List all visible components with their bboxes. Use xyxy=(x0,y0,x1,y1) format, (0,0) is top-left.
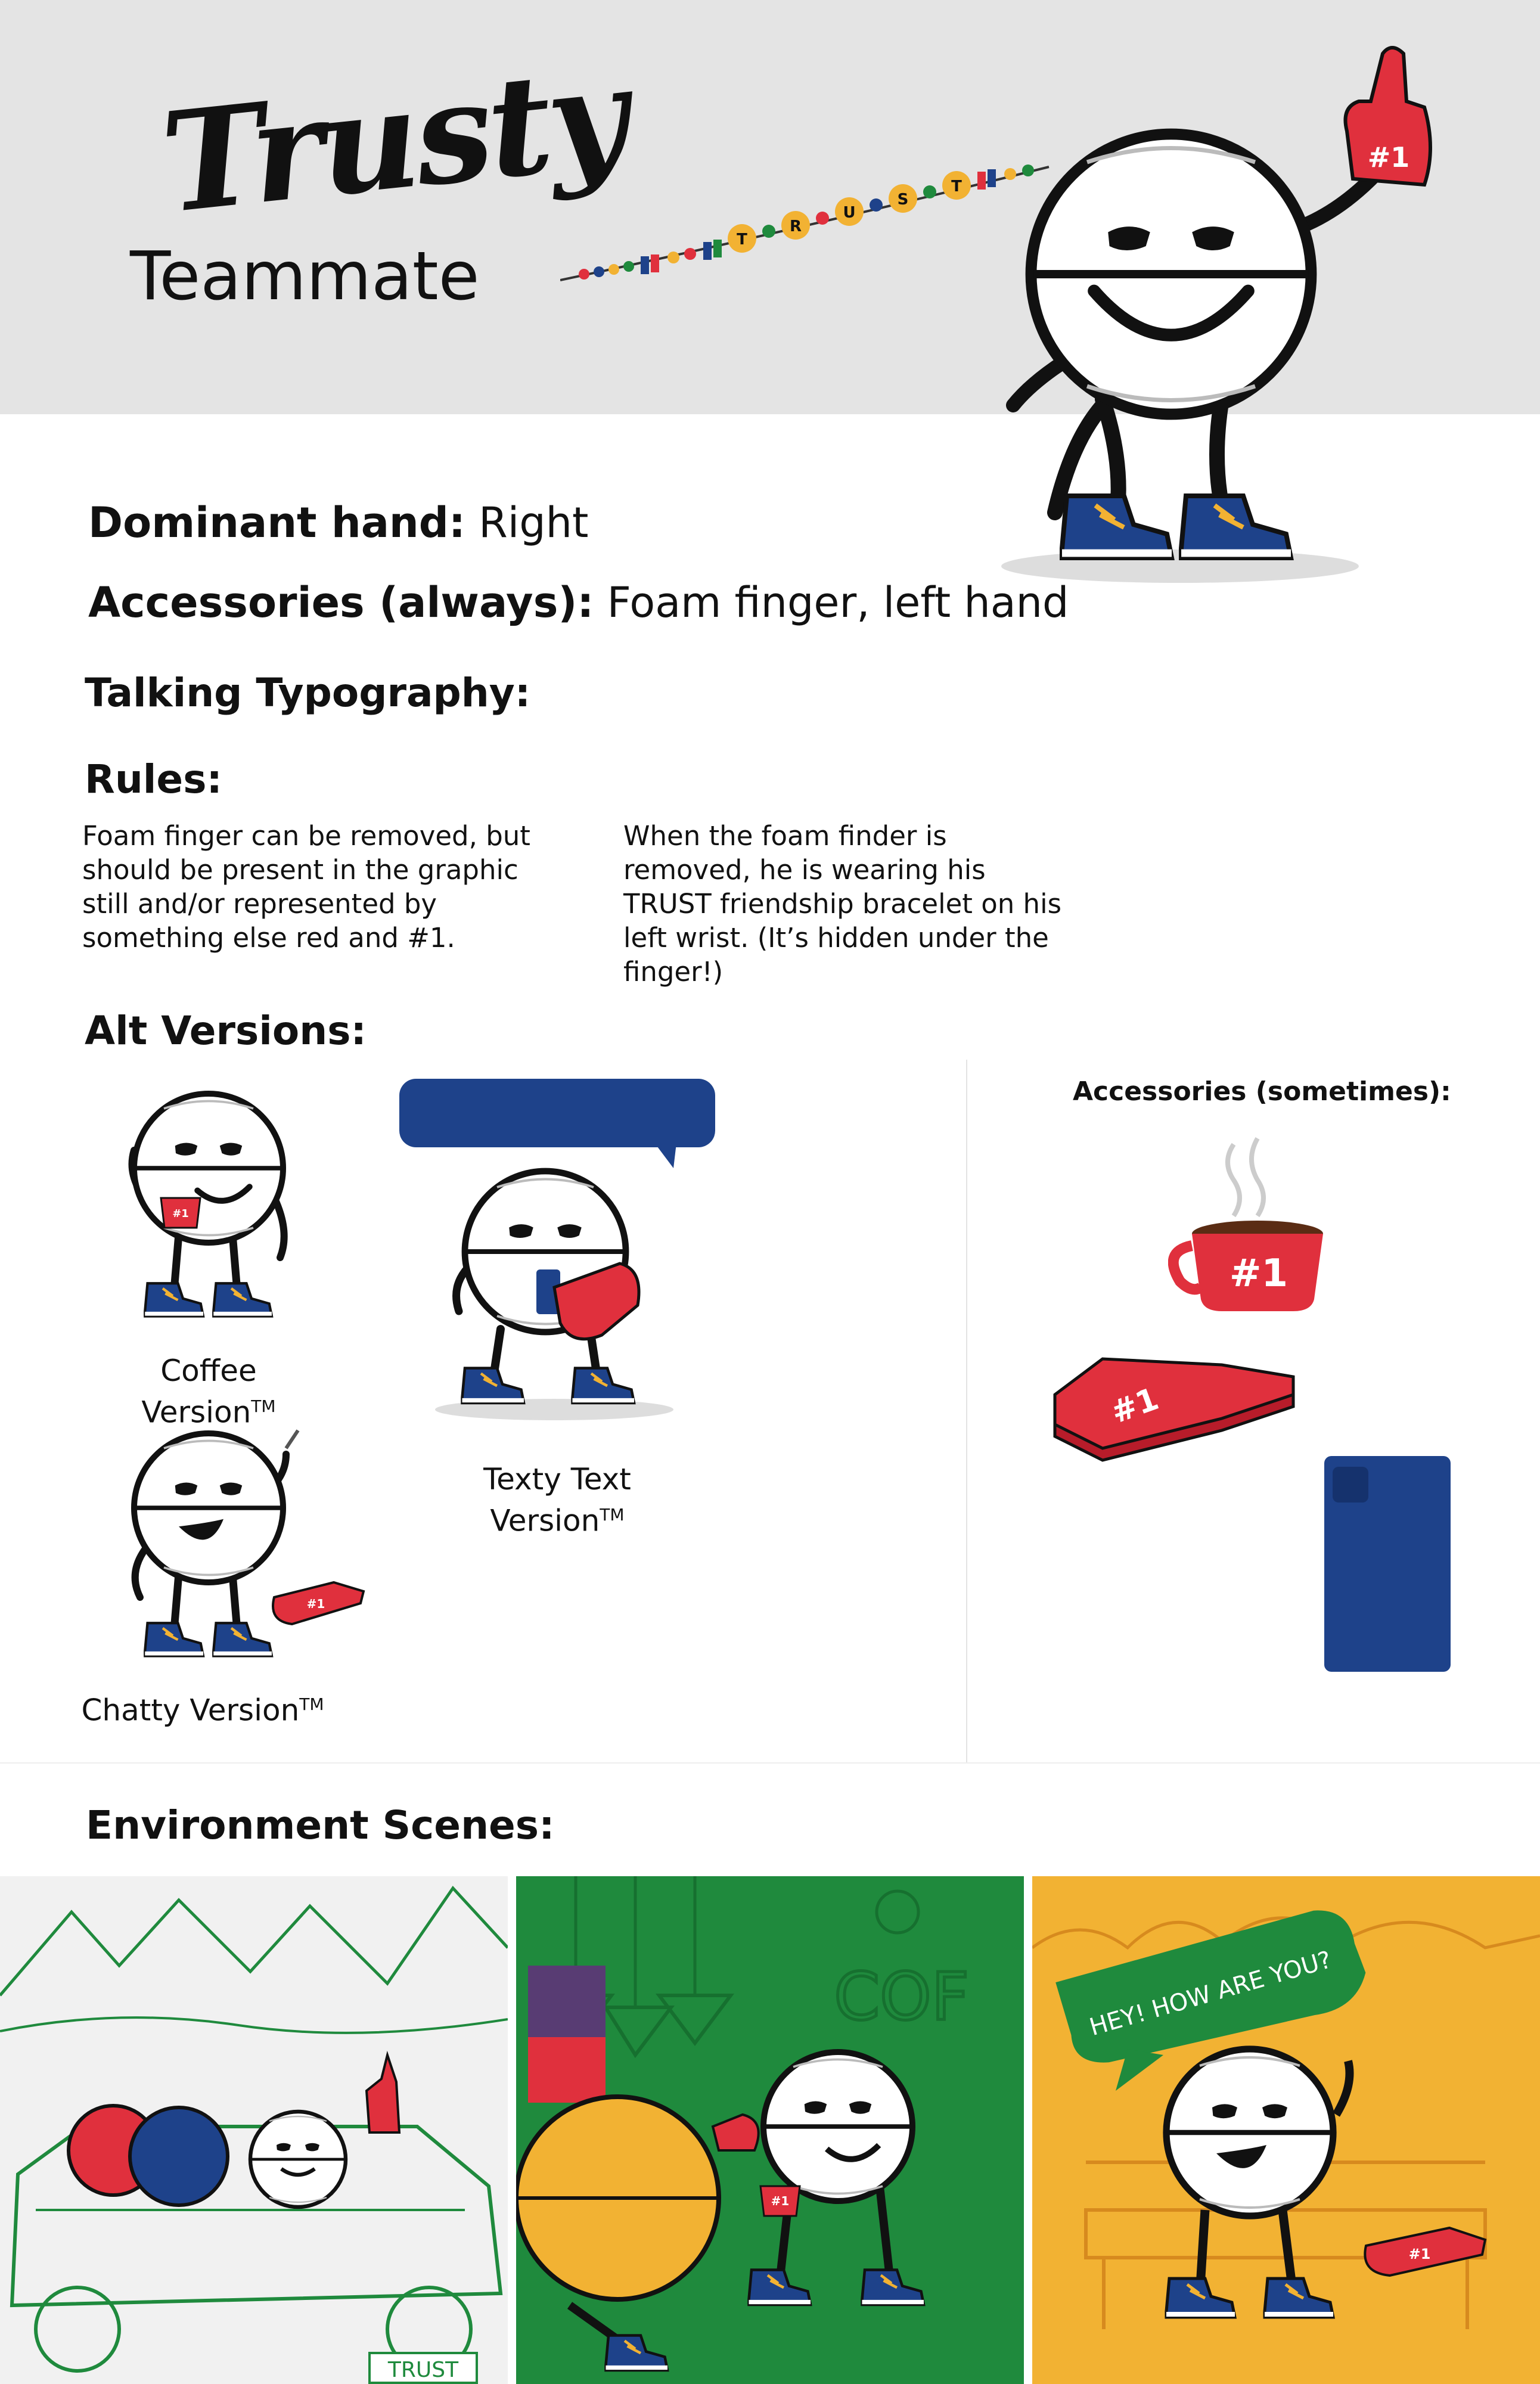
accessories-sometimes-heading: Accessories (sometimes): xyxy=(1073,1076,1451,1107)
scene-cafe xyxy=(516,1876,1024,2384)
foam-finger-label: #1 xyxy=(1367,141,1410,173)
texty-version-name-line1: Texty Text xyxy=(483,1462,631,1497)
bracelet-letter: R xyxy=(789,218,802,235)
foam-finger-icon xyxy=(367,2055,399,2132)
logo-subtitle: Teammate xyxy=(130,238,480,315)
texty-version-caption xyxy=(438,1461,676,1539)
coffee-mug-accessory-icon xyxy=(1168,1132,1347,1323)
dominant-hand-line xyxy=(88,498,589,547)
horizontal-divider xyxy=(0,1762,1540,1764)
vertical-divider xyxy=(966,1060,967,1763)
rules-heading: Rules: xyxy=(85,756,222,802)
phone-accessory-icon xyxy=(1324,1456,1451,1672)
bracelet-letter: T xyxy=(951,178,962,195)
trademark-mark: TM xyxy=(251,1396,276,1416)
foam-finger-icon xyxy=(1346,48,1431,185)
alt-versions-heading: Alt Versions: xyxy=(85,1008,367,1054)
bracelet-letter: U xyxy=(843,204,856,222)
chatty-version-name: Chatty Version xyxy=(81,1693,300,1728)
dominant-hand-label: Dominant hand: xyxy=(88,498,465,547)
chatty-version-caption xyxy=(77,1687,328,1728)
phone-camera xyxy=(1333,1467,1368,1503)
coffee-mug-icon xyxy=(161,1198,200,1228)
environment-scenes-heading: Environment Scenes: xyxy=(86,1802,555,1848)
accessories-always-label: Accessories (always): xyxy=(88,578,594,627)
rule-text-2: When the foam finder is removed, he is wearing his TRUST friendship bracelet on his left wrist. (It’s hidden under the finger!) xyxy=(623,820,1062,988)
coffee-version-name: Coffee Version xyxy=(141,1354,257,1430)
license-plate-text: TRUST xyxy=(387,2358,459,2382)
speech-bubble-blank xyxy=(399,1079,715,1147)
bracelet-letter: S xyxy=(897,191,909,209)
coffee-version-figure xyxy=(89,1067,328,1341)
rule-text-1: Foam finger can be removed, but should be present in the graphic still and/or represented by something else red and #1. xyxy=(82,820,530,954)
chatty-finger-label: #1 xyxy=(306,1597,325,1611)
texty-version-name-line2: Version xyxy=(490,1503,600,1538)
foam-finger-accessory-icon xyxy=(1043,1347,1305,1472)
cafe-sign-text: COF xyxy=(834,1958,969,2035)
chatty-version-figure xyxy=(89,1418,375,1681)
coffee-mug-label: #1 xyxy=(172,1207,189,1220)
logo-script-text: Trusty xyxy=(155,36,632,244)
cafe-mug-icon xyxy=(760,2186,800,2216)
scene-park xyxy=(1032,1876,1540,2384)
hero-character xyxy=(965,42,1502,596)
bracelet-letter: T xyxy=(737,231,747,249)
texty-version-figure xyxy=(393,1073,727,1430)
park-speech-text: HEY! HOW ARE YOU? xyxy=(1086,1946,1335,2042)
accessories-always-line xyxy=(88,578,1069,627)
accessory-finger-label: #1 xyxy=(1106,1381,1163,1431)
foam-finger-icon xyxy=(273,1582,364,1624)
accessory-mug-label: #1 xyxy=(1229,1252,1288,1296)
foam-finger-icon xyxy=(713,2115,759,2150)
trademark-mark: TM xyxy=(299,1694,324,1714)
cafe-mug-label: #1 xyxy=(771,2194,790,2208)
dominant-hand-value: Right xyxy=(479,498,589,547)
accessories-always-value: Foam finger, left hand xyxy=(607,578,1069,627)
park-finger-label: #1 xyxy=(1408,2246,1431,2262)
bracelet-letter-bead xyxy=(728,224,756,253)
talking-typography-heading: Talking Typography: xyxy=(85,670,531,716)
scene-desert-car xyxy=(0,1876,508,2384)
trademark-mark: TM xyxy=(600,1505,625,1525)
